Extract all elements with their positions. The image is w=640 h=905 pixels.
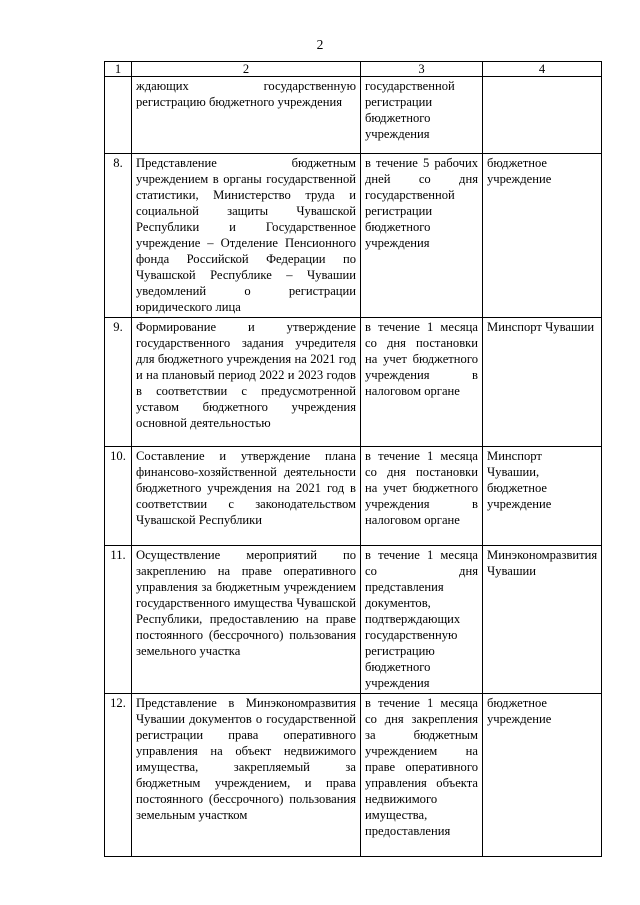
table-row — [105, 318, 602, 447]
row-responsible: Минспорт Чувашии, бюджетное учреждение — [483, 447, 602, 546]
row-action: Представление в Минэкономразвития Чувашии документов о государственной регистрации права оперативного управления на объект недвижимого имущества, закрепляемый за бюджетным учреждением, и права постоянного (бессрочного) пользования земельным участком — [132, 694, 361, 857]
table-row — [105, 694, 602, 857]
row-term: в течение 1 месяца со дня закрепления за бюджетным учреждением на праве оперативного управления объекта недвижимого имущества, предоставления — [361, 694, 483, 857]
table-row — [105, 546, 602, 694]
row-number — [105, 77, 132, 154]
row-responsible: бюджетное учреждение — [483, 694, 602, 857]
column-header: 4 — [483, 62, 602, 77]
row-action: Осуществление мероприятий по закреплению на праве оперативного управления за бюджетным учреждением государственного имущества Чувашской Республики, предоставлению на праве постоянного (бессрочного) пользования земельного участка — [132, 546, 361, 694]
row-term: в течение 1 месяца со дня постановки на учет бюджетного учреждения в налоговом органе — [361, 447, 483, 546]
row-term: в течение 1 месяца со дня представления документов, подтверждающих государственную регистрацию бюджетного учреждения — [361, 546, 483, 694]
row-action: Представление бюджетным учреждением в органы государственной статистики, Министерство труда и социальной защиты Чувашской Республики и Государственное учреждение – Отделение Пенсионного фонда Российской Федерации по Чувашской Республике – Чувашии уведомлений о регистрации юридического лица — [132, 154, 361, 318]
row-term: в течение 1 месяца со дня постановки на учет бюджетного учреждения в налоговом органе — [361, 318, 483, 447]
row-action: Формирование и утверждение государственного задания учредителя для бюджетного учреждения на 2021 год и на плановый период 2022 и 2023 годов в соответствии с предусмотренной уставом бюджетного учреждения основной деятельностью — [132, 318, 361, 447]
row-number: 8. — [105, 154, 132, 318]
row-responsible: бюджетное учреждение — [483, 154, 602, 318]
column-header: 2 — [132, 62, 361, 77]
row-responsible: Минэкономразвития Чувашии — [483, 546, 602, 694]
column-header: 3 — [361, 62, 483, 77]
row-number: 10. — [105, 447, 132, 546]
row-responsible: Минспорт Чувашии — [483, 318, 602, 447]
row-term: государственной регистрации бюджетного учреждения — [361, 77, 483, 154]
row-action: ждающих государственную регистрацию бюджетного учреждения — [132, 77, 361, 154]
plan-table — [104, 61, 602, 857]
row-responsible — [483, 77, 602, 154]
row-action: Составление и утверждение плана финансово-хозяйственной деятельности бюджетного учреждения на 2021 год в соответствии с законодательством Чувашской Республики — [132, 447, 361, 546]
table-row — [105, 154, 602, 318]
row-number: 12. — [105, 694, 132, 857]
table-row — [105, 77, 602, 154]
row-number: 9. — [105, 318, 132, 447]
table-header-row — [105, 62, 602, 77]
column-header: 1 — [105, 62, 132, 77]
table-row — [105, 447, 602, 546]
row-term: в течение 5 рабочих дней со дня государственной регистрации бюджетного учреждения — [361, 154, 483, 318]
row-number: 11. — [105, 546, 132, 694]
page-number: 2 — [316, 37, 324, 52]
